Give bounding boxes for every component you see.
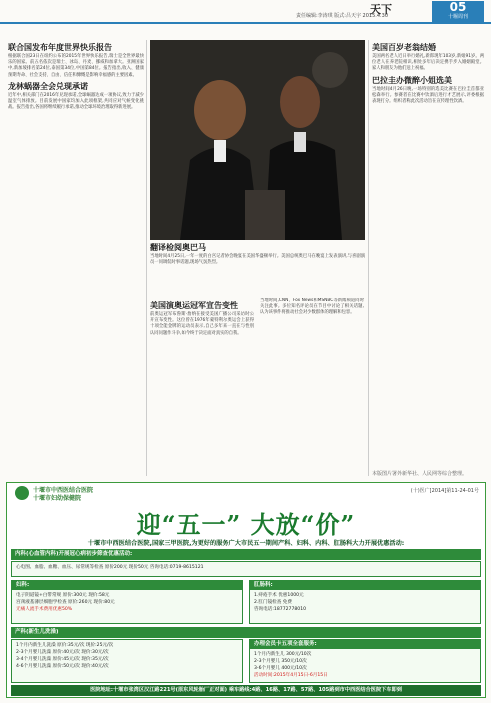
gynecology-line: 电子阴道镜+白带常规 原价:300元 现价:58元 — [16, 593, 110, 598]
baby-bath-line: 3-4个月婴儿洗澡 原价:45元/次 现价:35元/次 — [16, 657, 109, 662]
headline-pageant: 巴拉圭办微醉小姐选美 — [372, 75, 452, 85]
article-olympic: 前奥运冠军布鲁斯·詹纳在接受美国广播公司采访时公开宣布变性。这位曾在1976年蒙特利尔奥运会上获得十项全能金牌的运动员表示,自己多年来一直在与性别认同问题作斗争,如今终于决定面对真实的自我。 — [150, 312, 254, 336]
membership-title: 办理会员卡五项全套服务: — [250, 640, 480, 649]
baby-bath-line: 4-6个月婴儿洗澡 原价:50元/次 现价:40元/次 — [16, 664, 109, 669]
obstetrics-band: 产科(新生儿洗澡) — [11, 627, 481, 638]
hospital-address: 医院地址:十堰市张湾区汉江路221号(原东风轮胎厂正对面) 乘车路线:4路、16路、17路、57路、105路到市中西医结合医院下车即到 — [11, 685, 481, 696]
headline-wedding: 美国百岁老翁结婚 — [372, 43, 436, 52]
membership-line: 3-6个月婴儿 400元/10次 — [254, 666, 307, 671]
proctology-title: 肛肠科: — [250, 581, 480, 590]
hospital-logo-icon — [15, 486, 29, 500]
hospital-name-1: 十堰市中西医结合医院 — [33, 487, 94, 494]
article-continued: 当地时间,CNN、Fox News和MSNBC等新闻频道同时关注此事。多位知名评论员在节目中讨论了相关话题,认为该事件将推动社会对少数群体的理解和包容。 — [260, 298, 364, 316]
center-right-column — [260, 298, 364, 476]
ad-header — [7, 483, 485, 503]
caption-title: 翻译检阅奥巴马 — [150, 243, 206, 252]
membership-line: 2-3个月婴儿 350元/10次 — [254, 659, 307, 664]
membership-line: 1个月内新生儿 300元/10次 — [254, 652, 312, 657]
section-title: 天下 — [370, 3, 392, 16]
page-number-box — [432, 1, 484, 22]
proctology-line: 2.肛门镜检查 免费 — [254, 600, 293, 605]
headline-happiness: 联合国发布年度世界快乐报告 — [8, 43, 112, 52]
header-info: 责任编辑:李涛琪 版式:吕天宇 2015.4.30 — [296, 13, 388, 19]
article-climate: 近年中,相关部门在2016年兑现承诺,全球蜗器达成一项协议,致力于减少温室气体排放。目前发展中国家均加入此项框架,共同应对气候变化挑战。报告指出,各国将继续履行承诺,推动全球环境治理取得新进展。 — [8, 92, 144, 111]
ad-license-no: (十)医广[2014]第11-24-01号 — [410, 488, 479, 494]
headline-olympic: 美国演奥运冠军宣告变性 — [150, 301, 238, 310]
photo-illustration — [150, 40, 365, 240]
brand-name: 十堰周刊 — [447, 14, 468, 20]
photo-credit: 本版图片署外新华社、人民网等综合整理。 — [372, 471, 468, 477]
gynecology-line: 无痛人流手术费用优惠50% — [16, 607, 73, 612]
page-header — [0, 0, 491, 24]
page-number: 05 — [449, 0, 467, 14]
cardiology-detail-text: 心电图、血脂、血糖、血压、尿常规等检查 原价200元 现价50元 咨询电话:0719-8615121 — [16, 565, 204, 570]
baby-bath-line: 1个月内新生儿洗澡 原价:35元/次 现价:25元/次 — [16, 643, 114, 648]
center-left-column — [150, 298, 254, 476]
hospital-advertisement — [6, 482, 486, 698]
caption-body: 当地时间4月25日,一年一度的白宫记者协会晚宴在美国华盛顿举行。美国总统奥巴马在晚宴上发表演讲,与喜剧演员一同调侃时事话题,现场气氛热烈。 — [150, 254, 365, 266]
ad-slogan: 迎“五一” 大放“价” — [136, 510, 356, 539]
proctology-box — [249, 580, 481, 624]
proctology-line: 1.痔疮手术 优惠1000元 — [254, 593, 304, 598]
cardiology-band: 内科(心血管内科)开展冠心病初步筛查优惠活动: — [11, 549, 481, 560]
divider — [368, 40, 369, 476]
baby-bath-box — [11, 639, 243, 683]
gynecology-title: 妇科: — [12, 581, 242, 590]
article-pageant: 当地时间4月26日晚,一场特别的选美比赛在巴拉圭首都亚松森举行。参赛者在比赛中饮酒后进行才艺展示,评委根据表现打分。组织者称此次活动旨在宣传理性饮酒。 — [372, 86, 484, 105]
ad-subtitle: 十堰市中西医结合医院,国家三甲医院,为更好的服务广大市民五一期间产科、妇科、内科、肛肠科大力开展优惠活动: — [87, 540, 405, 547]
photo-caption — [150, 240, 365, 296]
gynecology-box — [11, 580, 243, 624]
membership-box — [249, 639, 481, 683]
gynecology-line: 宫颈液基薄层细胞学检查 原价:260元 现价:80元 — [16, 600, 115, 605]
hospital-name-2: 十堰市妇幼保健院 — [33, 495, 82, 502]
right-column — [372, 40, 484, 468]
left-column — [8, 40, 144, 476]
divider — [146, 40, 147, 476]
article-happiness: 根据联合国23日在纽约公布的2015年世界快乐报告,瑞士是全世界最快乐的国家。前五名依次是瑞士、冰岛、丹麦、挪威和加拿大。亚洲国家中,新加坡排名第24位,泰国第34位,中国第84位。报告指出,收入、健康预期寿命、社会支持、自由、信任和慷慨是影响幸福感的主要因素。 — [8, 54, 144, 78]
baby-bath-line: 2-3个月婴儿洗澡 原价:40元/次 现价:30元/次 — [16, 650, 109, 655]
membership-line: 活动时间:2015年4月15日-6月15日 — [254, 673, 328, 678]
article-wedding: 美国两名老人近日举行婚礼,新郎现年103岁,新娘91岁。两位老人在养老院相识,相处多年后决定携手步入婚姻殿堂。家人和朋友为他们送上祝福。 — [372, 54, 484, 72]
headline-climate: 龙林蜗器全会兑现承诺 — [8, 81, 88, 91]
proctology-line: 咨询电话:18772778010 — [254, 607, 307, 612]
news-photo — [150, 40, 365, 240]
cardiology-detail — [11, 561, 481, 577]
